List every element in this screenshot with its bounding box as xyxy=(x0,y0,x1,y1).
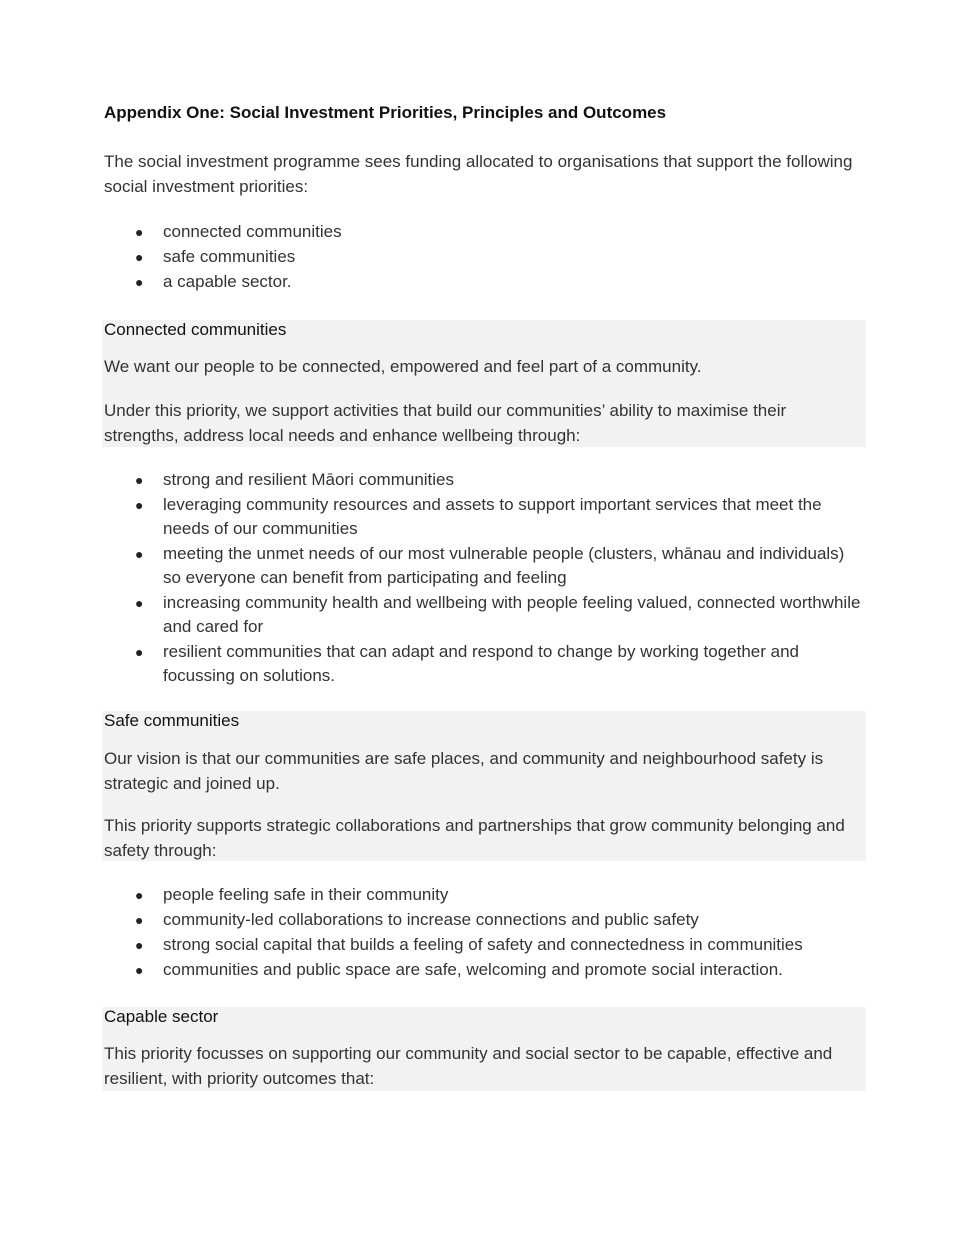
list-item: ● strong social capital that builds a feeling of safety and connectedness in communities xyxy=(104,933,864,957)
list-item: ● resilient communities that can adapt and respond to change by working together and focussing on solutions. xyxy=(135,642,800,685)
connected-list xyxy=(104,468,864,688)
list-item: ● safe communities xyxy=(104,245,864,269)
safe-paragraph-2: This priority supports strategic collaborations and partnerships that grow community belonging and safety through: xyxy=(104,816,845,860)
list-item: ● meeting the unmet needs of our most vulnerable people (clusters, whānau and individuals) so everyone can benefit from participating and feeling xyxy=(135,544,845,587)
list-item: ● connected communities xyxy=(104,220,864,244)
connected-paragraph-2: Under this priority, we support activities that build our communities’ ability to maximise their strengths, address local needs and enhance wellbeing through: xyxy=(104,401,787,445)
list-item: ● people feeling safe in their community xyxy=(104,883,864,907)
section-heading-capable: Capable sector xyxy=(104,1007,219,1026)
list-item: ● community-led collaborations to increase connections and public safety xyxy=(104,908,864,932)
list-item: ● leveraging community resources and assets to support important services that meet the needs of our communities xyxy=(135,495,822,538)
bullet-icon: ● xyxy=(135,644,144,660)
list-item: ● strong and resilient Māori communities xyxy=(104,468,864,492)
bullet-icon: ● xyxy=(135,937,144,953)
list-item: ● increasing community health and wellbeing with people feeling valued, connected worthwhile and cared for xyxy=(135,593,861,636)
page-title: Appendix One: Social Investment Priorities, Principles and Outcomes xyxy=(104,103,667,122)
list-item: ● communities and public space are safe, welcoming and promote social interaction. xyxy=(104,958,864,982)
bullet-icon: ● xyxy=(135,472,144,488)
capable-paragraph-1: This priority focusses on supporting our community and social sector to be capable, effective and resilient, with priority outcomes that: xyxy=(104,1044,833,1088)
bullet-icon: ● xyxy=(135,274,144,290)
section-heading-connected: Connected communities xyxy=(104,320,287,339)
intro-paragraph: The social investment programme sees funding allocated to organisations that support the following social investment priorities: xyxy=(104,152,853,196)
connected-paragraph-1: We want our people to be connected, empowered and feel part of a community. xyxy=(104,357,702,376)
bullet-icon: ● xyxy=(135,546,144,562)
section-heading-safe: Safe communities xyxy=(104,711,240,730)
bullet-icon: ● xyxy=(135,497,144,513)
bullet-icon: ● xyxy=(135,595,144,611)
bullet-icon: ● xyxy=(135,224,144,240)
priorities-list xyxy=(104,220,864,294)
safe-list xyxy=(104,883,864,982)
list-item: ● a capable sector. xyxy=(104,270,864,294)
bullet-icon: ● xyxy=(135,962,144,978)
safe-paragraph-1: Our vision is that our communities are safe places, and community and neighbourhood safety is strategic and joined up. xyxy=(104,749,824,793)
bullet-icon: ● xyxy=(135,912,144,928)
bullet-icon: ● xyxy=(135,887,144,903)
bullet-icon: ● xyxy=(135,249,144,265)
